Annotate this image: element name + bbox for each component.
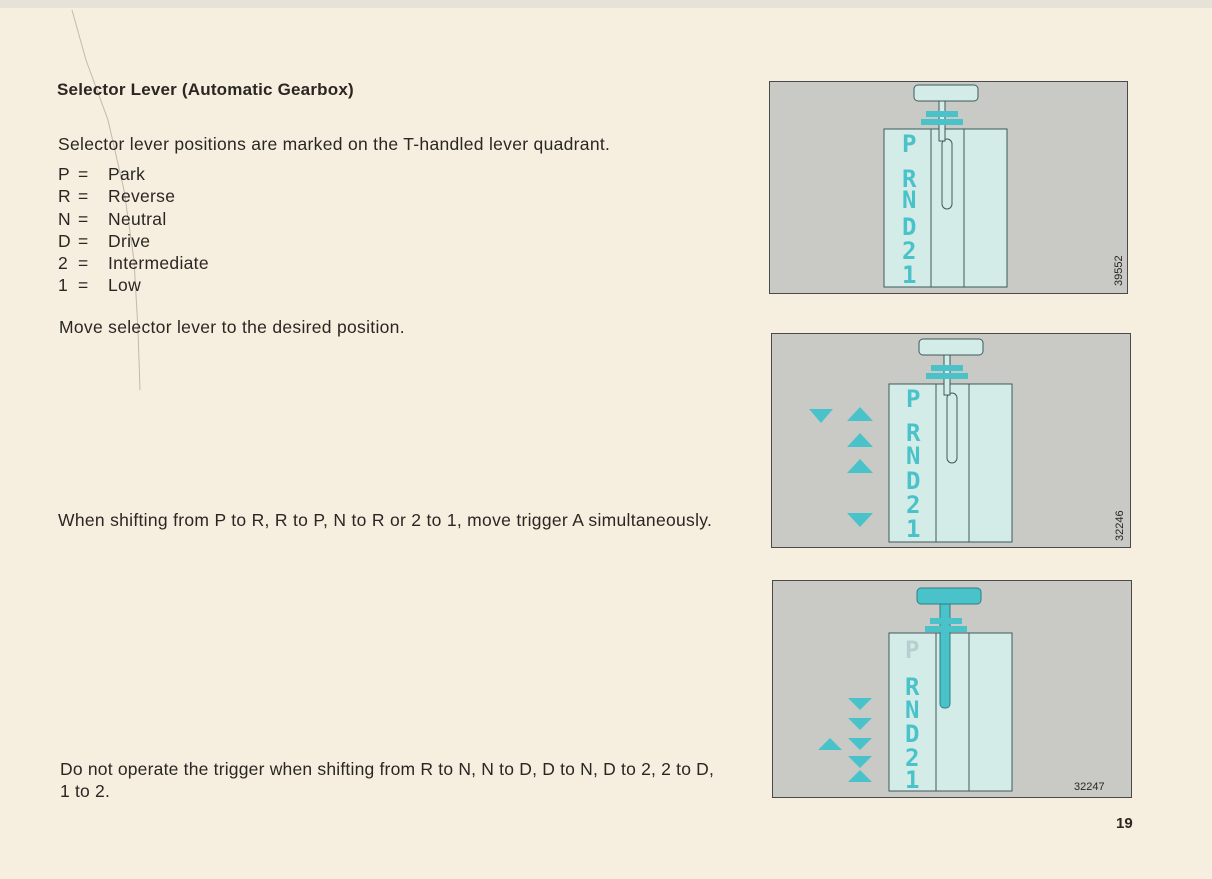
intro-text: Selector lever positions are marked on the T-handled lever quadrant. — [58, 134, 611, 154]
legend-row-drive — [58, 230, 209, 252]
label-p: P — [902, 130, 917, 158]
figure-lever-positions — [769, 81, 1128, 294]
position-labels — [906, 385, 921, 543]
legend-code: D — [58, 230, 71, 251]
move-lever-text: Move selector lever to the desired position. — [59, 317, 405, 337]
lever-gate-slot — [947, 393, 957, 463]
legend-row-low — [58, 274, 209, 296]
label-n: N — [906, 442, 921, 470]
label-d: D — [905, 720, 920, 748]
figure-trigger-shifts — [771, 333, 1131, 548]
lever-collar — [930, 618, 962, 624]
t-handle-icon — [914, 85, 978, 101]
legend-name: Reverse — [108, 186, 176, 207]
position-legend — [58, 163, 209, 297]
label-p: P — [905, 636, 920, 664]
t-handle-icon — [917, 588, 981, 604]
legend-code: R — [58, 186, 71, 207]
label-r: R — [906, 419, 921, 447]
label-r: R — [902, 165, 917, 193]
lever-stem — [944, 349, 950, 395]
legend-equals: = — [78, 253, 89, 274]
legend-code: 1 — [58, 275, 69, 296]
legend-equals: = — [78, 208, 89, 229]
label-1: 1 — [902, 261, 917, 289]
legend-row-park — [58, 163, 209, 185]
no-trigger-text: Do not operate the trigger when shifting from R to N, N to D, D to N, D to 2, 2 to D, 1 to 2. — [60, 759, 715, 801]
lever-stem — [939, 95, 945, 141]
figure-no-trigger-shifts — [772, 580, 1132, 798]
label-d: D — [902, 213, 917, 241]
page-heading: Selector Lever (Automatic Gearbox) — [57, 80, 354, 99]
page-top-edge — [0, 0, 1212, 8]
position-labels — [905, 636, 920, 794]
legend-code: P — [58, 164, 70, 184]
label-1: 1 — [905, 766, 920, 794]
trigger-required-text: When shifting from P to R, R to P, N to R or 2 to 1, move trigger A simultaneously. — [58, 510, 713, 530]
legend-row-reverse — [58, 185, 209, 207]
label-p: P — [906, 385, 921, 413]
figure-ref: 32246 — [1114, 510, 1126, 541]
lever-collar — [926, 111, 958, 117]
label-r: R — [905, 673, 920, 701]
lever-stem — [940, 596, 950, 708]
legend-name: Low — [108, 275, 142, 296]
label-1: 1 — [906, 515, 921, 543]
page-number: 19 — [1116, 815, 1133, 832]
legend-equals: = — [78, 275, 89, 296]
label-n: N — [902, 186, 917, 214]
lever-gate-slot — [942, 139, 952, 209]
t-handle-icon — [919, 339, 983, 355]
lever-collar — [931, 365, 963, 371]
legend-row-intermediate — [58, 252, 209, 274]
label-2: 2 — [905, 744, 920, 772]
legend-equals: = — [78, 186, 89, 207]
legend-name: Drive — [108, 230, 151, 251]
figure-ref: 39552 — [1113, 255, 1125, 286]
figure-ref: 32247 — [1074, 781, 1105, 793]
label-2: 2 — [902, 237, 917, 265]
legend-name: Park — [108, 164, 146, 184]
legend-equals: = — [78, 230, 89, 251]
legend-name: Intermediate — [108, 253, 209, 274]
label-n: N — [905, 696, 920, 724]
legend-code: 2 — [58, 253, 69, 274]
legend-row-neutral — [58, 208, 209, 230]
label-d: D — [906, 467, 921, 495]
legend-name: Neutral — [108, 208, 167, 229]
legend-code: N — [58, 208, 71, 229]
label-2: 2 — [906, 491, 921, 519]
legend-equals: = — [78, 164, 89, 184]
position-labels — [902, 130, 917, 289]
